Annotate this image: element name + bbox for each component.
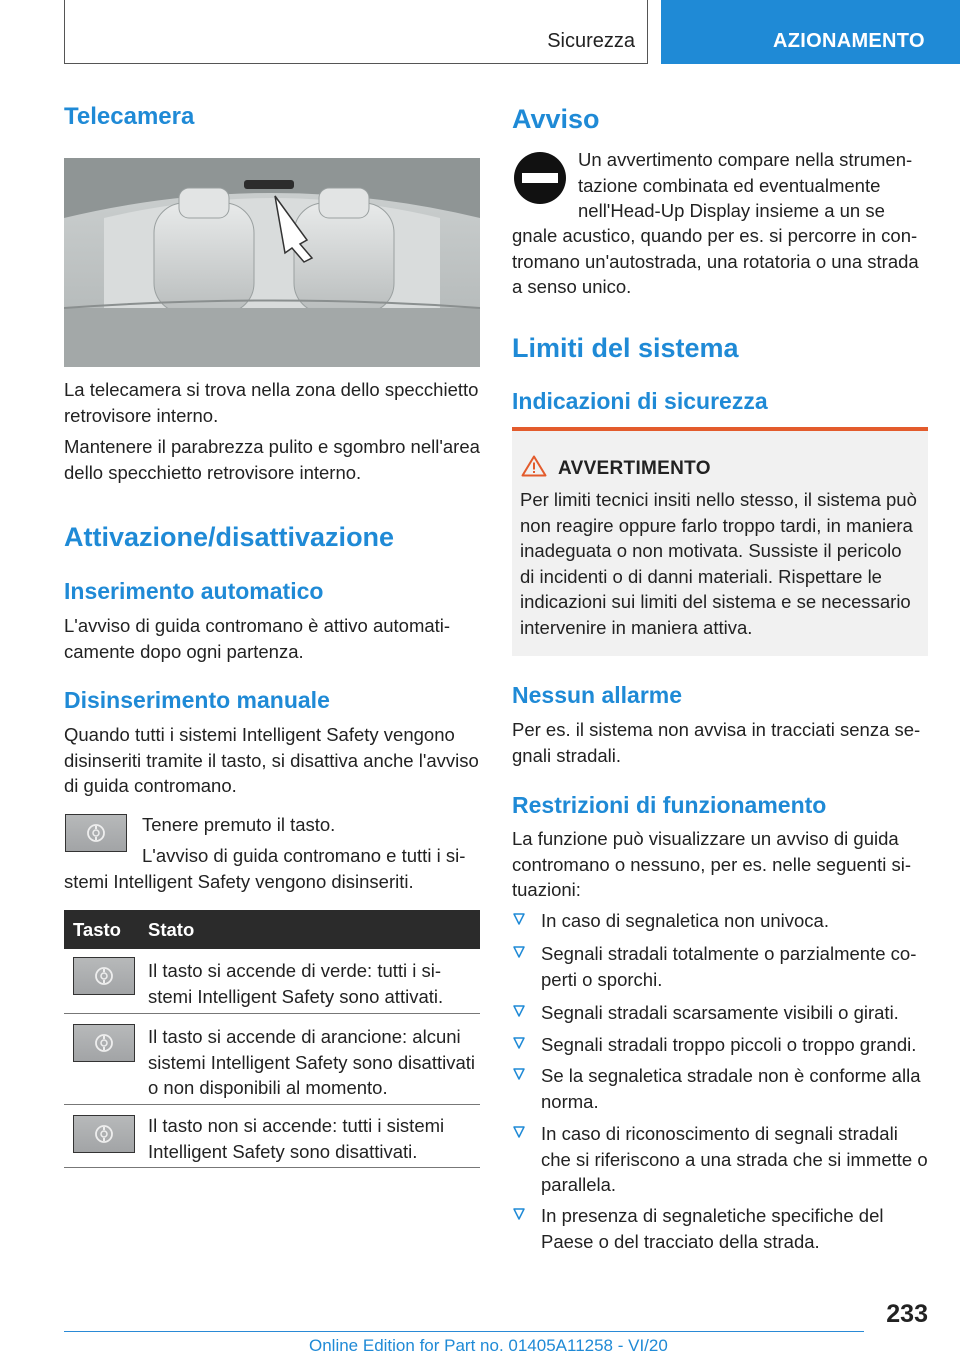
triangle-bullet-icon (512, 1035, 526, 1051)
intelligent-safety-icon (94, 964, 114, 988)
avviso-text-indented: Un avvertimento compare nella strumentazione combinata ed eventualmente nell'Head-Up Display insieme a un se (578, 149, 913, 221)
table-row (64, 949, 480, 1014)
list-item-text: Segnali stradali totalmente o parzialmente coperti o sporchi. (541, 943, 917, 990)
triangle-bullet-icon (512, 1066, 526, 1082)
header-chapter-label: AZIONAMENTO (773, 30, 925, 52)
triangle-bullet-icon (512, 944, 526, 960)
intelligent-safety-icon (94, 1031, 114, 1055)
table-row (64, 1014, 480, 1105)
avviso-text: gnale acustico, quando per es. si percorre in contromano un'autostrada, una rotatoria o una strada a senso unico. (512, 225, 919, 297)
intelligent-safety-icon (86, 821, 106, 845)
table-row (64, 1105, 480, 1168)
safety-key-green (73, 957, 135, 995)
list-item-text: Segnali stradali scarsamente visibili o girati. (541, 1002, 899, 1023)
warning-text: Per limiti tecnici insiti nello stesso, il sistema può non reagire oppure farlo troppo tardi, in maniera inadeguata o non motivata. Sussiste il pericolo di incidenti o di danni materiali. Rispettare le indicazioni sui limiti del sistema e se necessario intervenire in maniera attiva. (520, 489, 917, 638)
intelligent-safety-icon (94, 1122, 114, 1146)
list-item-text: In caso di segnaletica non univoca. (541, 910, 829, 931)
warning-triangle-icon (521, 455, 547, 477)
avviso-heading: Avviso (512, 104, 600, 134)
press-key-instruction: Tenere premuto il tasto. (142, 814, 336, 835)
footer-divider (64, 1331, 864, 1332)
page-number: 233 (886, 1300, 928, 1328)
table-cell-state: Il tasto non si accende: tutti i sistemi Intelligent Safety sono disattivati. (148, 1115, 445, 1162)
triangle-bullet-icon (512, 1206, 526, 1222)
telecamera-paragraph-2: Mantenere il parabrezza pulito e sgombro nell'area dello specchietto retrovisore interno. (64, 436, 480, 483)
nessun-allarme-heading: Nessun allarme (512, 682, 683, 708)
list-item-text: Segnali stradali troppo piccoli o troppo grandi. (541, 1034, 917, 1055)
list-item-text: In presenza di segnaletiche specifiche del Paese o del tracciato della strada. (541, 1205, 884, 1252)
inserimento-automatico-heading: Inserimento automatico (64, 578, 324, 604)
indicazioni-sicurezza-heading: Indicazioni di sicurezza (512, 388, 768, 414)
table-header (64, 910, 480, 949)
no-entry-sign-icon (512, 150, 568, 206)
table-header-state: Stato (148, 919, 195, 940)
header-chapter-tab (661, 0, 960, 64)
restrizioni-text: La funzione può visualizzare un avviso di guida contromano o nessuno, per es. nelle seguenti situazioni: (512, 828, 912, 900)
camera-photo (64, 158, 480, 367)
table-cell-state: Il tasto si accende di verde: tutti i sistemi Intelligent Safety sono attivati. (148, 960, 444, 1007)
header-section-tab (64, 0, 648, 64)
attivazione-heading: Attivazione/disattivazione (64, 522, 395, 552)
triangle-bullet-icon (512, 1003, 526, 1019)
safety-key-off (73, 1115, 135, 1153)
restrizioni-heading: Restrizioni di funzionamento (512, 792, 827, 818)
disinserimento-manuale-text: Quando tutti i sistemi Intelligent Safety vengono disinseriti tramite il tasto, si disattiva anche l'avviso di guida contromano. (64, 724, 479, 796)
header-section-label: Sicurezza (547, 30, 635, 52)
warning-title: AVVERTIMENTO (558, 458, 711, 479)
telecamera-paragraph-1: La telecamera si trova nella zona dello specchietto retrovisore interno. (64, 379, 479, 426)
list-item-text: Se la segnaletica stradale non è conforme alla norma. (541, 1065, 921, 1112)
telecamera-heading: Telecamera (64, 103, 195, 130)
triangle-bullet-icon (512, 1124, 526, 1140)
table-header-key: Tasto (73, 919, 121, 940)
safety-key-orange (73, 1024, 135, 1062)
triangle-bullet-icon (512, 911, 526, 927)
nessun-allarme-text: Per es. il sistema non avvisa in tracciati senza segnali stradali. (512, 719, 921, 766)
footer-edition: Online Edition for Part no. 01405A11258 - VI/20 (309, 1336, 668, 1355)
inserimento-automatico-text: L'avviso di guida contromano è attivo automaticamente dopo ogni partenza. (64, 615, 451, 662)
car-interior-illustration (64, 158, 480, 367)
disinserimento-manuale-heading: Disinserimento manuale (64, 687, 330, 713)
limiti-heading: Limiti del sistema (512, 333, 739, 363)
table-cell-state: Il tasto si accende di arancione: alcuni sistemi Intelligent Safety sono disattivati o non disponibili al momento. (148, 1026, 475, 1098)
list-item-text: In caso di riconoscimento di segnali stradali che si riferiscono a una strada che si immette o parallela. (541, 1123, 928, 1195)
warning-box (512, 427, 928, 656)
press-key-result: L'avviso di guida contromano e tutti i sistemi Intelligent Safety vengono disinseriti. (64, 845, 466, 892)
